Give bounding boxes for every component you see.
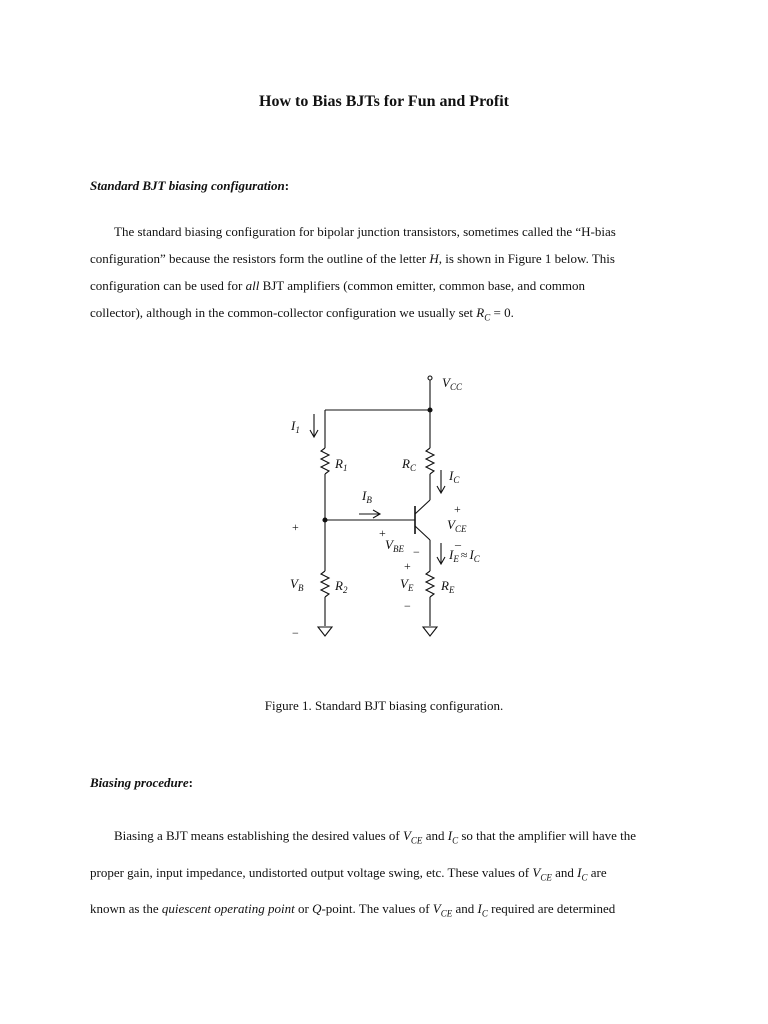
para2-line3 [90,893,690,930]
paragraph-biasing-procedure [90,820,690,930]
ground-left-icon [318,627,332,636]
section-heading-colon: : [188,775,193,790]
section-heading-text: Biasing procedure [90,775,189,790]
figure-caption: Figure 1. Standard BJT biasing configuration. [264,698,504,713]
label-vce-plus: + [454,502,461,516]
label-ve-minus: − [404,599,411,613]
text-run: known as the [90,901,162,917]
section-heading-biasing [90,775,193,791]
text-run-italic: all [245,278,260,293]
label-vce: $V_{CE}$ [447,517,467,534]
para1-line3 [90,272,690,299]
document-title: How to Bias BJTs for Fun and Profit [259,93,509,110]
text-run: and [422,828,448,843]
label-ve: $V_E$ [400,576,414,593]
math-symbol: I [477,901,482,917]
text-run: = 0. [490,305,514,320]
text-run: -point. The values of [321,901,433,917]
label-vb-minus: − [292,626,299,640]
text-run: configuration can be used for [90,278,246,293]
para1-line2 [90,245,690,272]
label-vb: $V_B$ [290,576,304,593]
math-symbol: I [577,864,582,880]
label-vb-plus: + [292,520,299,534]
text-run: and [551,864,578,880]
math-subscript: C [452,835,459,846]
transistor-collector [415,500,430,514]
text-run-italic: quiescent operating point [161,901,295,917]
text-run: configuration” because the resistors form the outline of the letter [90,251,430,266]
text-run: The standard biasing configuration for bipolar junction transistors, sometimes called the “H-bias [114,224,616,239]
text-run: collector), although in the common-collector configuration we usually set [90,305,477,320]
label-r2: $R_2$ [335,578,348,595]
text-run: proper gain, input impedance, undistorted output voltage swing, etc. These values of [90,864,533,880]
para1-line1 [90,218,690,245]
label-ic: $I_C$ [449,468,460,485]
math-subscript: C [484,312,491,323]
label-vbe-plus: + [379,526,386,540]
resistor-r1 [321,448,329,474]
math-symbol: V [432,901,441,917]
paragraph-standard-config [90,218,690,332]
label-vbe: $V_{BE}$ [385,537,404,554]
text-run: are [587,864,607,880]
math-subscript: C [581,872,588,883]
math-ic [577,864,588,883]
vcc-terminal [428,376,432,380]
bjt-bias-circuit-diagram [0,360,768,660]
label-vcc: $V_{CC}$ [442,375,462,392]
label-vce-minus: _ [455,533,461,547]
label-re: $R_E$ [441,578,455,595]
math-vce [532,864,552,883]
label-rc: $R_C$ [402,456,416,473]
text-run: Biasing a BJT means establishing the desired values of [114,828,403,843]
transistor-emitter [415,526,430,540]
para2-line1 [90,820,690,857]
section-heading-colon: : [284,178,290,193]
ground-right-icon [423,627,437,636]
text-run: BJT amplifiers (common emitter, common base, and common [259,278,585,293]
math-subscript: CE [540,872,552,883]
para1-line4 [90,299,690,332]
label-r1: $R_1$ [335,456,348,473]
section-heading-text: Standard BJT biasing configuration [90,178,285,193]
resistor-r2 [321,571,329,597]
text-run-italic: Q [312,901,322,917]
text-run: so that the amplifier will have the [458,828,637,843]
label-ve-plus: + [404,559,411,573]
resistor-re [426,571,434,597]
math-rc [476,305,491,323]
label-ie-approx-ic: $I_E \approx I_C$ [449,547,480,564]
label-i1: $I_1$ [291,418,300,435]
text-run: and [452,901,478,917]
math-symbol: V [532,864,541,880]
math-subscript: C [481,908,488,919]
label-vbe-minus: − [413,545,420,559]
math-symbol: V [402,828,411,843]
math-vce [402,828,423,846]
math-ic [477,901,488,919]
para2-line2 [90,857,690,894]
math-subscript: CE [410,835,423,846]
text-run: , is shown in Figure 1 below. This [438,251,615,266]
math-symbol: I [447,828,453,843]
math-ic [447,828,459,846]
text-run-italic: H [429,251,439,266]
section-heading-standard [90,178,289,194]
label-ib: $I_B$ [362,488,372,505]
math-subscript: CE [440,908,453,919]
resistor-rc [426,448,434,474]
text-run: required are determined [487,901,616,917]
math-symbol: R [476,305,485,320]
math-vce [432,901,453,919]
text-run: or [294,901,313,917]
